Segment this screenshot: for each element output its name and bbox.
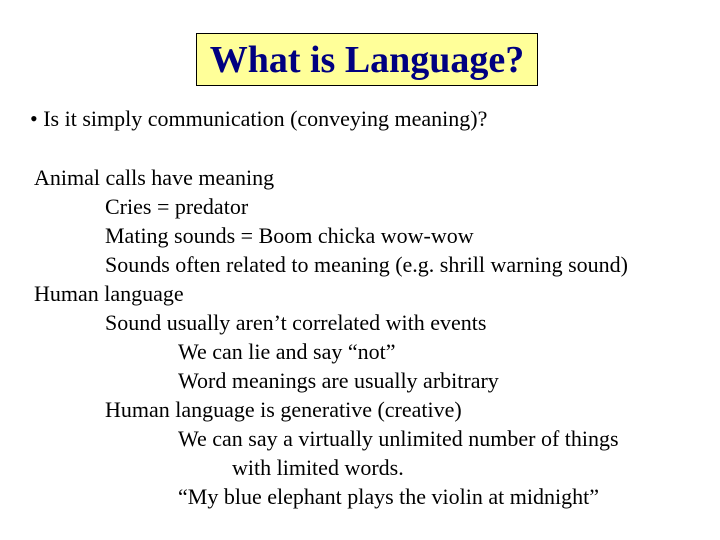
line-arbitrary: Word meanings are usually arbitrary	[178, 368, 499, 393]
line-cries: Cries = predator	[105, 194, 249, 219]
title-box	[196, 33, 538, 86]
line-mating-sounds: Mating sounds = Boom chicka wow-wow	[105, 223, 474, 248]
line-lie: We can lie and say “not”	[178, 339, 396, 364]
bullet-question: • Is it simply communication (conveying meaning)?	[30, 106, 488, 131]
slide-title: What is Language?	[209, 38, 525, 81]
line-generative: Human language is generative (creative)	[105, 397, 462, 422]
line-animal-calls: Animal calls have meaning	[34, 165, 275, 190]
line-sounds-related: Sounds often related to meaning (e.g. shrill warning sound)	[105, 252, 629, 277]
line-human-language: Human language	[34, 281, 184, 306]
line-not-correlated: Sound usually aren’t correlated with events	[105, 310, 487, 335]
line-limited-words: with limited words.	[232, 455, 404, 480]
line-unlimited: We can say a virtually unlimited number of things	[178, 426, 619, 451]
line-example-quote: “My blue elephant plays the violin at midnight”	[178, 484, 599, 509]
